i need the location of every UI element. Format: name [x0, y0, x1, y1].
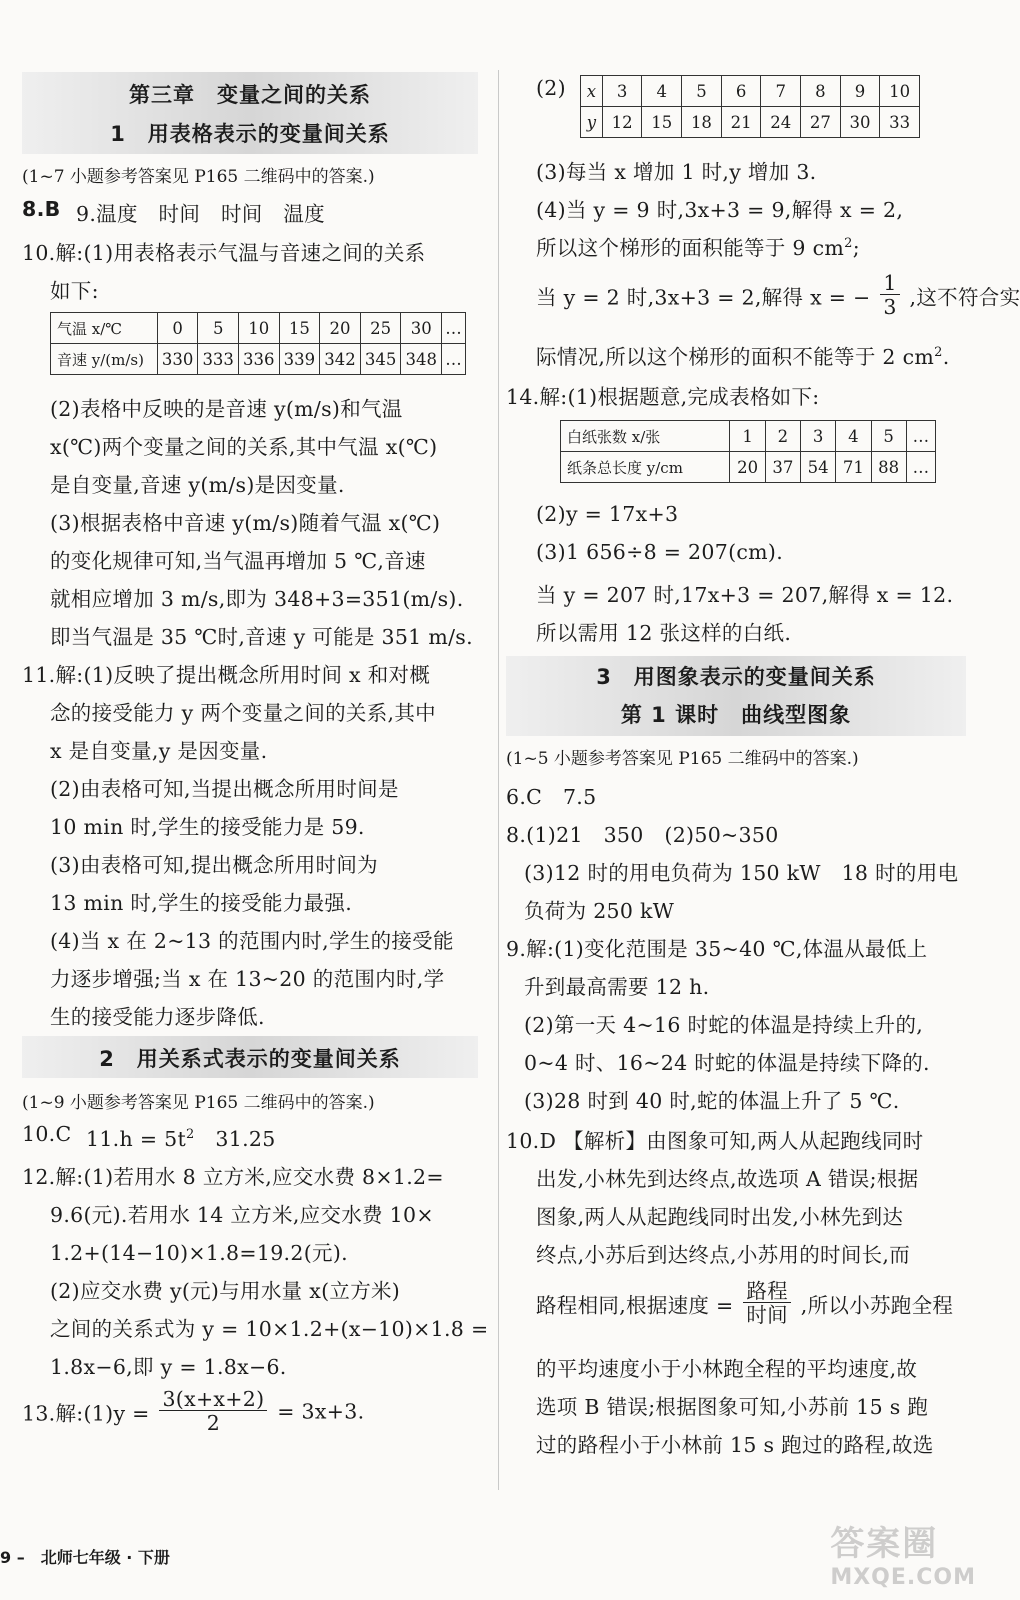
- answer-q13-line5-end: ;: [852, 236, 860, 260]
- answer-q10-line5-end: ,所以小苏跑全程: [800, 1293, 954, 1318]
- answer-q14-line2: (2)y = 17x+3: [536, 502, 679, 526]
- table-cell: 342: [320, 344, 361, 375]
- table-cell: …: [442, 344, 466, 375]
- answer-q14-line3: (3)1 656÷8 = 207(cm).: [536, 540, 784, 564]
- answer-q11-line8: (4)当 x 在 2~13 的范围内时,学生的接受能: [50, 929, 454, 953]
- table-cell: 88: [871, 452, 906, 483]
- answer-q13-line6-text: 当 y = 2 时,3x+3 = 2,解得 x = −: [536, 285, 871, 310]
- table-cell: 54: [801, 452, 836, 483]
- answer-q9-line4: 0~4 时、16~24 时蛇的体温是持续下降的.: [524, 1051, 930, 1075]
- answer-q10-line5: 是自变量,音速 y(m/s)是因变量.: [50, 473, 345, 497]
- chapter-title: 第三章 变量之间的关系: [129, 83, 371, 107]
- answer-q10-line2: 出发,小林先到达终点,故选项 A 错误;根据: [536, 1167, 919, 1191]
- answer-q11b-formula: 11.h = 5t: [86, 1127, 186, 1151]
- table-cell: 3: [801, 421, 836, 452]
- answer-q10-line3: 图象,两人从起跑线同时出发,小林先到达: [536, 1205, 904, 1229]
- table-row: [561, 421, 936, 452]
- fraction-denominator: 3: [883, 295, 897, 319]
- answer-q11-line6: (3)由表格可知,提出概念所用时间为: [50, 853, 378, 877]
- table-cell: 71: [836, 452, 871, 483]
- table-cell: 8: [801, 76, 841, 107]
- answer-q12-line4: (2)应交水费 y(元)与用水量 x(立方米): [50, 1279, 401, 1303]
- answer-q12-line2: 9.6(元).若用水 14 立方米,应交水费 10×: [50, 1203, 434, 1227]
- fraction-numerator: 3(x+x+2): [159, 1388, 267, 1411]
- answer-q10-line7: 的变化规律可知,当气温再增加 5 ℃,音速: [50, 549, 426, 573]
- superscript: 2: [934, 345, 943, 361]
- table-cell: 7: [761, 76, 801, 107]
- table-cell: 333: [198, 344, 239, 375]
- table-cell: 25: [360, 313, 401, 344]
- answer-q10-line9: 即当气温是 35 ℃时,音速 y 可能是 351 m/s.: [50, 625, 473, 649]
- table-cell: 18: [682, 107, 722, 138]
- table-cell: 音速 y/(m/s): [51, 344, 158, 375]
- table-cell: 330: [157, 344, 198, 375]
- section3-subtitle: 第 1 课时 曲线型图象: [620, 703, 852, 727]
- answer-q10-line6: 的平均速度小于小林跑全程的平均速度,故: [536, 1357, 918, 1381]
- answer-q13-line6: [536, 272, 1020, 319]
- answer-q11b: [86, 1122, 276, 1152]
- paper-length-table: [560, 420, 936, 483]
- table-cell: 336: [239, 344, 280, 375]
- column-divider: [498, 70, 499, 1490]
- answer-q11-line3: x 是自变量,y 是因变量.: [50, 739, 268, 763]
- answer-q11-line9: 力逐步增强;当 x 在 13~20 的范围内时,学: [50, 967, 445, 991]
- table-cell: 4: [642, 76, 682, 107]
- answer-q11-line1: 11.解:(1)反映了提出概念所用时间 x 和对概: [22, 663, 431, 687]
- section2-note: (1~9 小题参考答案见 P165 二维码中的答案.): [22, 1093, 375, 1113]
- fraction-denominator: 2: [206, 1411, 221, 1435]
- answer-q8-line2: (3)12 时的用电负荷为 150 kW 18 时的用电: [524, 861, 959, 885]
- table-cell: 5: [682, 76, 722, 107]
- answer-q10-line4: x(℃)两个变量之间的关系,其中气温 x(℃): [50, 435, 438, 459]
- answer-q9-line3: (2)第一天 4~16 时蛇的体温是持续上升的,: [524, 1013, 924, 1037]
- table-cell: …: [906, 421, 935, 452]
- answer-q9-line1: 9.解:(1)变化范围是 35~40 ℃,体温从最低上: [506, 937, 928, 961]
- answer-q11-line7: 13 min 时,学生的接受能力最强.: [50, 891, 353, 915]
- table-cell: 10: [239, 313, 280, 344]
- table-cell: 27: [801, 107, 841, 138]
- x-y-table: [580, 75, 920, 138]
- answer-q14-line4: 当 y = 207 时,17x+3 = 207,解得 x = 12.: [536, 583, 954, 607]
- temperature-sound-table: [50, 312, 466, 375]
- answer-q13-line4: (4)当 y = 9 时,3x+3 = 9,解得 x = 2,: [536, 198, 904, 222]
- answer-q11-line4: (2)由表格可知,当提出概念所用时间是: [50, 777, 399, 801]
- answer-q13-prefix: 13.解:(1)y =: [22, 1401, 150, 1426]
- answer-q10-line8: 过的路程小于小林前 15 s 跑过的路程,故选: [536, 1433, 934, 1457]
- table-row: [581, 76, 920, 107]
- section3-title: 3 用图象表示的变量间关系: [596, 665, 876, 689]
- table-row: [561, 452, 936, 483]
- table-cell: …: [906, 452, 935, 483]
- table-cell: x: [581, 76, 603, 107]
- answer-q11b-value: 31.25: [194, 1127, 276, 1151]
- section3-note: (1~5 小题参考答案见 P165 二维码中的答案.): [506, 749, 859, 769]
- table-cell: 30: [401, 313, 442, 344]
- answer-q10-line4: 终点,小苏后到达终点,小苏用的时间长,而: [536, 1243, 911, 1267]
- speed-formula-fraction: [743, 1280, 791, 1327]
- answer-q12-line6: 1.8x−6,即 y = 1.8x−6.: [50, 1355, 287, 1379]
- answer-q13-line7-text: 际情况,所以这个梯形的面积不能等于 2 cm: [536, 345, 935, 369]
- watermark-logo: [830, 1516, 976, 1590]
- fraction-numerator: 路程: [743, 1280, 791, 1303]
- answer-q12-line5: 之间的关系式为 y = 10×1.2+(x−10)×1.8 =: [50, 1317, 489, 1341]
- table-cell: 24: [761, 107, 801, 138]
- table-cell: 15: [279, 313, 320, 344]
- answer-q13-result: = 3x+3.: [277, 1399, 365, 1424]
- answer-q11-line10: 生的接受能力逐步降低.: [50, 1005, 265, 1029]
- answer-q13-fraction: [159, 1388, 267, 1435]
- table-cell: 3: [602, 76, 642, 107]
- watermark-url: MXQE.COM: [830, 1565, 976, 1590]
- fraction-denominator: 时间: [746, 1303, 788, 1327]
- table-cell: 白纸张数 x/张: [561, 421, 730, 452]
- table-cell: 12: [602, 107, 642, 138]
- section2-title: 2 用关系式表示的变量间关系: [99, 1047, 401, 1071]
- table-cell: 1: [730, 421, 765, 452]
- table-cell: 9: [840, 76, 880, 107]
- answer-q14-line1: 14.解:(1)根据题意,完成表格如下:: [506, 385, 820, 409]
- answer-q13-line6-end: ,这不符合实: [909, 285, 1020, 310]
- table-cell: 10: [880, 76, 920, 107]
- answer-q9-line2: 升到最高需要 12 h.: [524, 975, 710, 999]
- table-cell: 37: [765, 452, 800, 483]
- answer-q8-text: 8.B: [22, 197, 61, 221]
- answer-q10b: 10.C: [22, 1122, 72, 1146]
- answer-q9: 9.温度 时间 时间 温度: [76, 202, 325, 226]
- table-cell: 6: [721, 76, 761, 107]
- answer-q10-line1: 10.解:(1)用表格表示气温与音速之间的关系: [22, 241, 426, 265]
- answer-q10-line8: 就相应增加 3 m/s,即为 348+3=351(m/s).: [50, 587, 464, 611]
- answer-q13: [22, 1388, 364, 1435]
- answer-q10-line5: [536, 1280, 953, 1327]
- answer-q8: [22, 197, 61, 221]
- table-cell: 21: [721, 107, 761, 138]
- answer-q12-line3: 1.2+(14−10)×1.8=19.2(元).: [50, 1241, 348, 1265]
- table-cell: 15: [642, 107, 682, 138]
- answer-q9-line5: (3)28 时到 40 时,蛇的体温上升了 5 ℃.: [524, 1089, 900, 1113]
- answer-q11-line5: 10 min 时,学生的接受能力是 59.: [50, 815, 365, 839]
- answer-q11b-exponent: 2: [186, 1127, 195, 1143]
- answer-q10-line6: (3)根据表格中音速 y(m/s)随着气温 x(℃): [50, 511, 441, 535]
- fraction-numerator: 1: [880, 272, 899, 295]
- table-cell: 33: [880, 107, 920, 138]
- table-cell: 0: [157, 313, 198, 344]
- answer-q8-line1: 8.(1)21 350 (2)50~350: [506, 823, 779, 847]
- table-cell: 5: [871, 421, 906, 452]
- table-cell: 345: [360, 344, 401, 375]
- answer-q8-line3: 负荷为 250 kW: [524, 899, 675, 923]
- answer-q13-line7-end: .: [942, 345, 950, 369]
- table-cell: 2: [765, 421, 800, 452]
- table-cell: 气温 x/℃: [51, 313, 158, 344]
- answer-q11-line2: 念的接受能力 y 两个变量之间的关系,其中: [50, 701, 436, 725]
- watermark-title: 答案圈: [830, 1524, 939, 1564]
- table-cell: 30: [840, 107, 880, 138]
- section1-note: (1~7 小题参考答案见 P165 二维码中的答案.): [22, 167, 375, 187]
- table-cell: 348: [401, 344, 442, 375]
- answer-q13-line5-text: 所以这个梯形的面积能等于 9 cm: [536, 236, 845, 260]
- answer-q10-line1: 10.D 【解析】由图象可知,两人从起跑线同时: [506, 1129, 924, 1153]
- table-cell: 20: [320, 313, 361, 344]
- table-cell: 339: [279, 344, 320, 375]
- table-cell: 5: [198, 313, 239, 344]
- table-cell: …: [442, 313, 466, 344]
- table-cell: 20: [730, 452, 765, 483]
- page-footer: 9 – 北师七年级 · 下册: [0, 1548, 170, 1567]
- answer-q13-part2-label: (2): [536, 76, 566, 100]
- answer-q14-line5: 所以需用 12 张这样的白纸.: [536, 621, 792, 645]
- table-row: [581, 107, 920, 138]
- answer-q13-line5: [536, 231, 860, 261]
- section1-title: 1 用表格表示的变量间关系: [110, 122, 390, 146]
- answer-q10-line5-text: 路程相同,根据速度 =: [536, 1293, 734, 1318]
- superscript: 2: [844, 236, 853, 252]
- table-cell: 4: [836, 421, 871, 452]
- table-row: [51, 344, 466, 375]
- table-row: [51, 313, 466, 344]
- answer-q10-line2: 如下:: [50, 279, 99, 303]
- answer-q13-line7: [536, 340, 950, 370]
- answer-q12-line1: 12.解:(1)若用水 8 立方米,应交水费 8×1.2=: [22, 1165, 444, 1189]
- answer-q6-q7: 6.C 7.5: [506, 785, 597, 809]
- answer-q13-line3: (3)每当 x 增加 1 时,y 增加 3.: [536, 160, 817, 184]
- answer-q10-line3: (2)表格中反映的是音速 y(m/s)和气温: [50, 397, 403, 421]
- answer-q13-fraction: [880, 272, 899, 319]
- answer-q10-line7: 选项 B 错误;根据图象可知,小苏前 15 s 跑: [536, 1395, 929, 1419]
- table-cell: y: [581, 107, 603, 138]
- table-cell: 纸条总长度 y/cm: [561, 452, 730, 483]
